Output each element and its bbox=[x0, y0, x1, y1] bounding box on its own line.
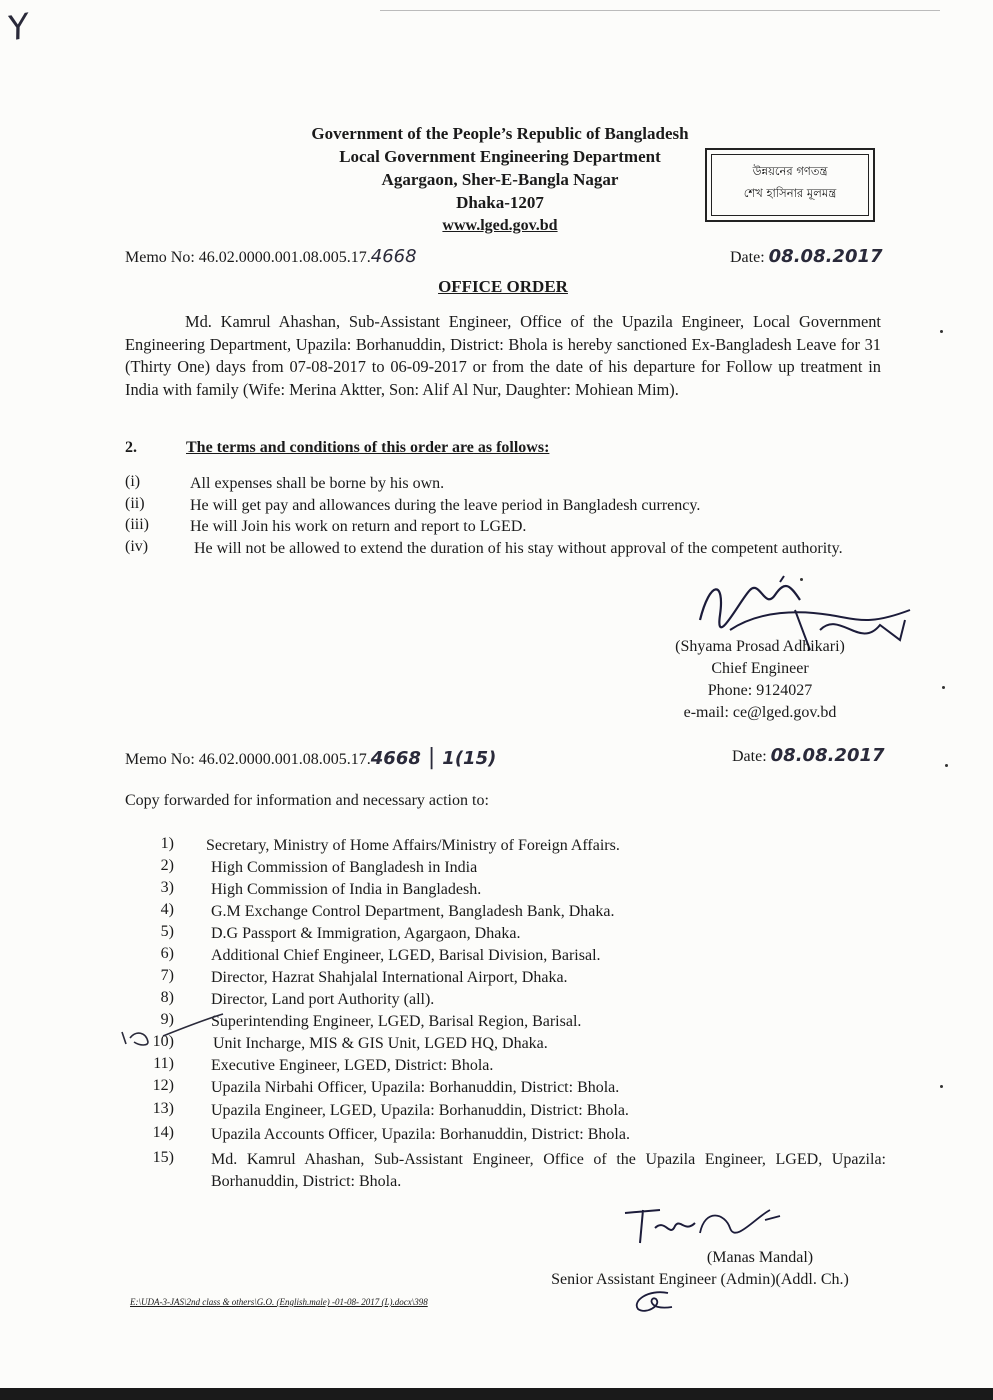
term-num-3: (iii) bbox=[125, 516, 149, 533]
signatory-1-name: (Shyama Prosad Adhikari) bbox=[675, 638, 845, 655]
recipient-text: Secretary, Ministry of Home Affairs/Ministry of Foreign Affairs. bbox=[206, 837, 620, 854]
recipient-num: 13) bbox=[152, 1100, 174, 1117]
memo-1-number: 4668 bbox=[370, 246, 417, 267]
signatory-1 bbox=[640, 636, 880, 724]
memo-2-prefix: Memo No: 46.02.0000.001.08.005.17. bbox=[125, 751, 371, 768]
recipient-num: 3) bbox=[160, 879, 174, 896]
recipient-text: D.G Passport & Immigration, Agargaon, Dhaka. bbox=[211, 925, 521, 942]
signatory-1-email: e-mail: ce@lged.gov.bd bbox=[683, 704, 837, 721]
terms-heading: The terms and conditions of this order are as follows: bbox=[186, 439, 550, 456]
memo-1-date bbox=[730, 246, 883, 267]
term-num-4: (iv) bbox=[125, 538, 149, 555]
recipient-text: Upazila Accounts Officer, Upazila: Borhanuddin, District: Bhola. bbox=[211, 1126, 630, 1143]
recipient-text: Upazila Engineer, LGED, Upazila: Borhanuddin, District: Bhola. bbox=[211, 1102, 629, 1119]
memo-2-date bbox=[732, 745, 885, 766]
footer-file-path: E:\UDA-3-JAS\2nd class & others\G.O. (English.male) -01-08- 2017 (L).docx\398 bbox=[130, 1297, 428, 1307]
term-text-1: All expenses shall be borne by his own. bbox=[190, 475, 445, 492]
recipient-text: G.M Exchange Control Department, Bangladesh Bank, Dhaka. bbox=[211, 903, 615, 920]
header-website[interactable]: www.lged.gov.bd bbox=[442, 217, 558, 234]
recipient-text: Director, Hazrat Shahjalal International Airport, Dhaka. bbox=[211, 969, 568, 986]
scan-speck bbox=[940, 1085, 943, 1088]
memo-2-date-value: 08.08.2017 bbox=[770, 745, 885, 766]
scan-speck bbox=[800, 578, 803, 581]
recipient-num: 8) bbox=[160, 989, 174, 1006]
signatory-2-name: (Manas Mandal) bbox=[706, 1249, 814, 1266]
recipient-text: Superintending Engineer, LGED, Barisal Region, Barisal. bbox=[211, 1013, 582, 1030]
scan-speck bbox=[945, 764, 948, 767]
initials-mark-icon bbox=[628, 1287, 678, 1317]
scan-speck bbox=[942, 686, 945, 689]
recipient-text: Upazila Nirbahi Officer, Upazila: Borhanuddin, District: Bhola. bbox=[211, 1079, 620, 1096]
signatory-2 bbox=[500, 1247, 900, 1291]
corner-handwritten-mark: Y bbox=[4, 6, 33, 50]
header-line-3: Agargaon, Sher-E-Bangla Nagar bbox=[381, 170, 619, 189]
term-text-4: He will not be allowed to extend the duration of his stay without approval of the competent authority. bbox=[194, 540, 843, 557]
recipient-num: 11) bbox=[153, 1055, 174, 1072]
memo-2-date-label: Date: bbox=[732, 748, 767, 765]
slogan-box bbox=[705, 148, 875, 222]
scan-top-line bbox=[380, 10, 940, 11]
memo-2 bbox=[125, 745, 496, 770]
recipient-num: 2) bbox=[160, 857, 174, 874]
recipient-num: 4) bbox=[160, 901, 174, 918]
recipient-num: 1) bbox=[160, 835, 174, 852]
signatory-1-phone: Phone: 9124027 bbox=[707, 682, 813, 699]
header-line-4: Dhaka-1207 bbox=[456, 193, 544, 212]
recipient-num: 14) bbox=[152, 1124, 174, 1141]
memo-2-separator-icon: | bbox=[420, 745, 443, 770]
memo-2-suffix: 1(15) bbox=[442, 748, 497, 769]
header-line-1: Government of the People’s Republic of Bangladesh bbox=[311, 124, 689, 143]
copy-intro: Copy forwarded for information and necessary action to: bbox=[125, 792, 489, 809]
slogan-line-1: উন্নয়নের গণতন্ত্র bbox=[752, 164, 828, 178]
term-text-3: He will Join his work on return and report to LGED. bbox=[190, 518, 527, 535]
recipient-text: Director, Land port Authority (all). bbox=[211, 991, 435, 1008]
term-text-2: He will get pay and allowances during the leave period in Bangladesh currency. bbox=[190, 497, 701, 514]
recipient-text: Executive Engineer, LGED, District: Bhola. bbox=[211, 1057, 494, 1074]
term-num-1: (i) bbox=[125, 473, 141, 490]
terms-number: 2. bbox=[125, 439, 137, 456]
term-num-2: (ii) bbox=[125, 495, 145, 512]
recipient-num: 10) bbox=[152, 1033, 174, 1050]
body-paragraph: Md. Kamrul Ahashan, Sub-Assistant Engineer, Office of the Upazila Engineer, Local Government Engineering Department, Upazila: Borhanuddin, District: Bhola is hereby sanctioned Ex-Bangladesh Leave for 31 (Thirty One) days from 07-08-2017 to 06-09-2017 or from the date of his departure for Follow up treatment in India with family (Wife: Merina Aktter, Son: Alif Al Nur, Daughter: Mohiean Mim). bbox=[125, 312, 881, 399]
recipient-text: Additional Chief Engineer, LGED, Barisal Division, Barisal. bbox=[211, 947, 601, 964]
recipient-num: 7) bbox=[160, 967, 174, 984]
recipient-text: High Commission of India in Bangladesh. bbox=[211, 881, 482, 898]
document-title: OFFICE ORDER bbox=[438, 277, 568, 296]
memo-1-date-label: Date: bbox=[730, 249, 765, 266]
scan-bottom-edge bbox=[0, 1388, 993, 1400]
recipient-text: High Commission of Bangladesh in India bbox=[211, 859, 478, 876]
recipient-text: Unit Incharge, MIS & GIS Unit, LGED HQ, Dhaka. bbox=[213, 1035, 548, 1052]
recipient-num: 9) bbox=[160, 1011, 174, 1028]
recipient-text: Md. Kamrul Ahashan, Sub-Assistant Engineer, Office of the Upazila Engineer, LGED, Upazila: Borhanuddin, District: Bhola. bbox=[211, 1151, 886, 1190]
scan-speck bbox=[940, 330, 943, 333]
memo-1-prefix: Memo No: 46.02.0000.001.08.005.17. bbox=[125, 249, 371, 266]
recipient-num: 12) bbox=[152, 1077, 174, 1094]
signatory-2-designation: Senior Assistant Engineer (Admin)(Addl. Ch.) bbox=[551, 1271, 849, 1288]
header-line-2: Local Government Engineering Department bbox=[339, 147, 661, 166]
signatory-1-designation: Chief Engineer bbox=[711, 660, 809, 677]
handwritten-checkmark-icon bbox=[118, 1008, 228, 1048]
recipient-num: 5) bbox=[160, 923, 174, 940]
memo-2-number: 4668 bbox=[370, 748, 421, 769]
recipient-num: 6) bbox=[160, 945, 174, 962]
recipient-num: 15) bbox=[152, 1149, 174, 1166]
slogan-line-2: শেখ হাসিনার মূলমন্ত্র bbox=[743, 186, 837, 200]
memo-1 bbox=[125, 246, 417, 267]
memo-1-date-value: 08.08.2017 bbox=[768, 246, 883, 267]
